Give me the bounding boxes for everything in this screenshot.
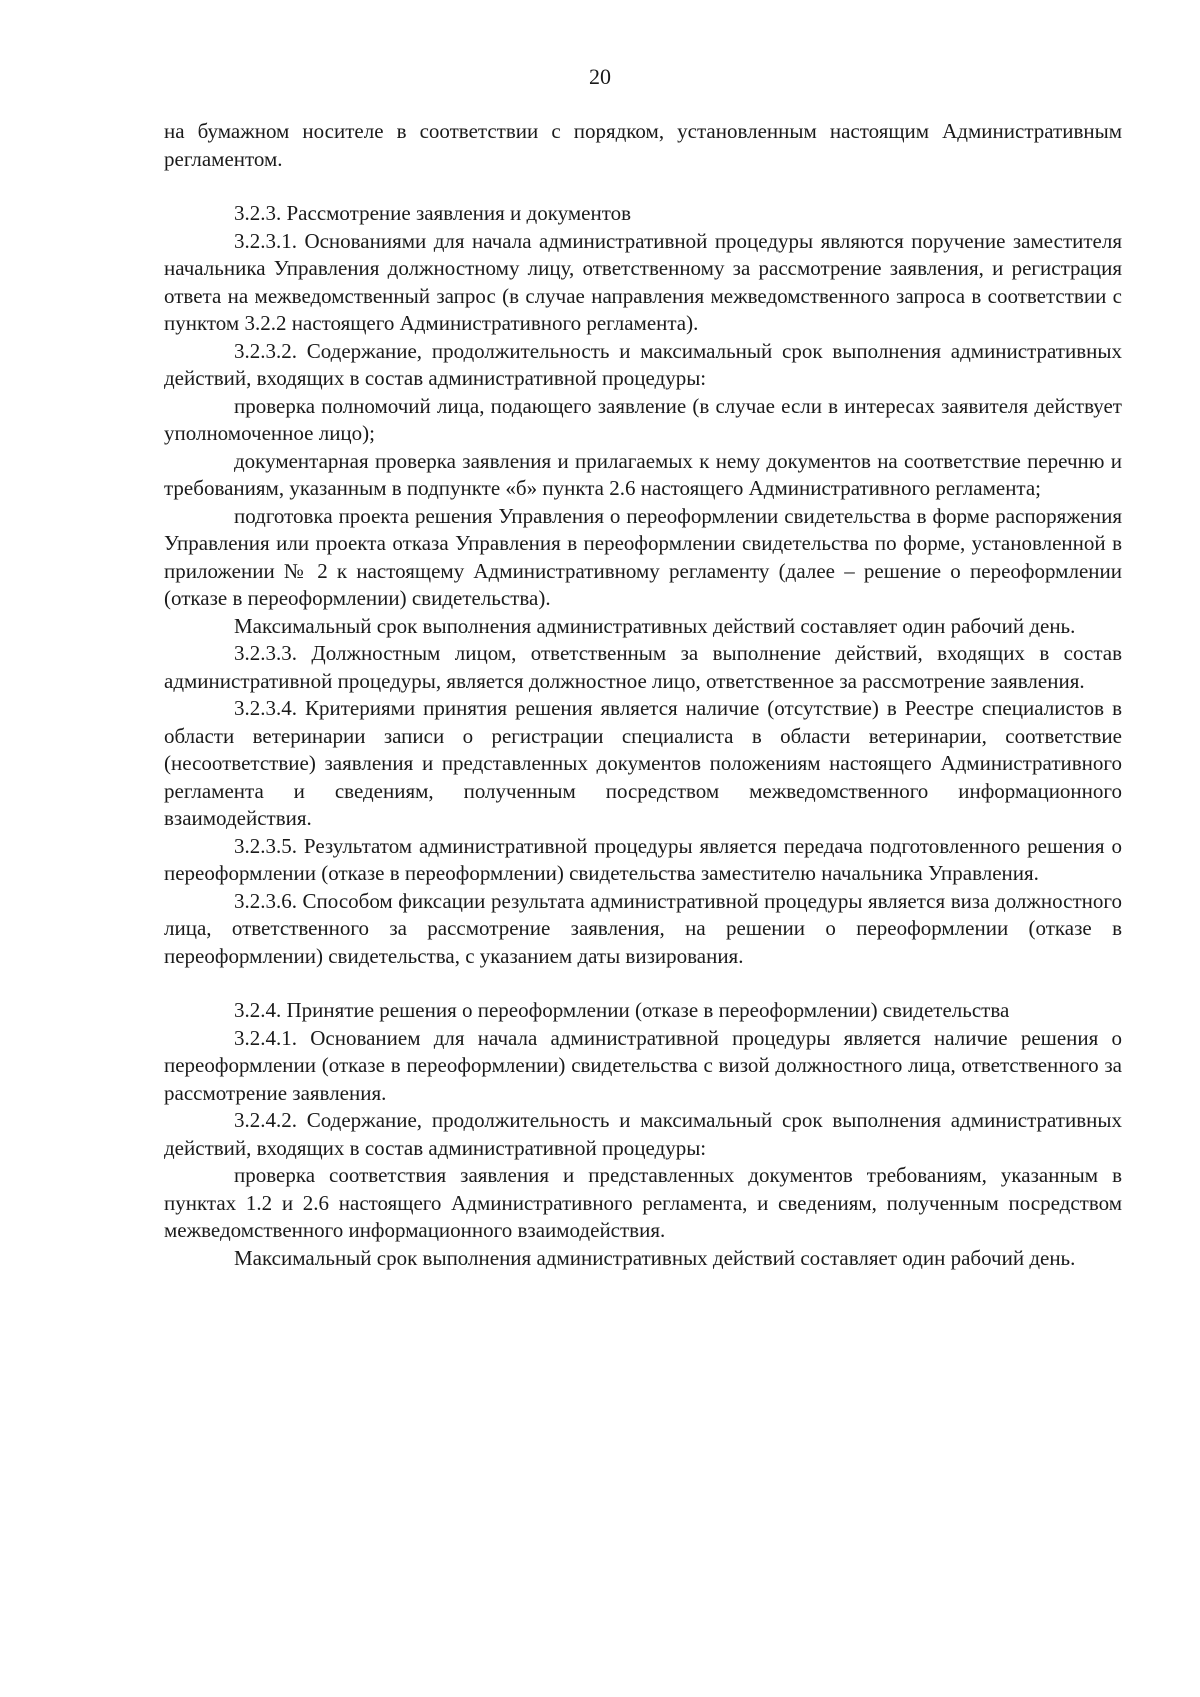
paragraph: подготовка проекта решения Управления о переоформлении свидетельства в форме распоряжения Управления или проекта отказа Управления в переоформлении свидетельства по форме, установленной в приложении № 2 к настоящему Административному регламенту (далее – решение о переоформлении (отказе в переоформлении) свидетельства).: [164, 503, 1122, 610]
paragraph: 3.2.3.6. Способом фиксации результата административной процедуры является виза должностного лица, ответственного за рассмотрение заявления, на решении о переоформлении (отказе в переоформлении) свидетельства, с указанием даты визирования.: [164, 888, 1122, 968]
page-number: 20: [589, 64, 611, 89]
section-heading: 3.2.3. Рассмотрение заявления и документов: [234, 201, 632, 225]
paragraph: 3.2.3.5. Результатом административной процедуры является передача подготовленного решения о переоформлении (отказе в переоформлении) свидетельства заместителю начальника Управления.: [164, 833, 1122, 885]
paragraph: 3.2.3.1. Основаниями для начала административной процедуры являются поручение заместителя начальника Управления должностному лицу, ответственному за рассмотрение заявления, и регистрация ответа на межведомственный запрос (в случае направления межведомственного запроса в соответствии с пунктом 3.2.2 настоящего Административного регламента).: [164, 228, 1122, 335]
paragraph: документарная проверка заявления и прилагаемых к нему документов на соответствие перечню и требованиям, указанным в подпункте «б» пункта 2.6 настоящего Административного регламента;: [164, 448, 1122, 500]
paragraph: 3.2.3.2. Содержание, продолжительность и максимальный срок выполнения административных действий, входящих в состав административной процедуры:: [164, 338, 1122, 390]
document-body: [164, 118, 1122, 1272]
paragraph: проверка соответствия заявления и представленных документов требованиям, указанным в пунктах 1.2 и 2.6 настоящего Административного регламента, и сведениям, полученным посредством межведомственного информационного взаимодействия.: [164, 1163, 1122, 1242]
paragraph: Максимальный срок выполнения административных действий составляет один рабочий день.: [234, 1245, 1076, 1270]
paragraph: 3.2.3.3. Должностным лицом, ответственным за выполнение действий, входящих в состав административной процедуры, является должностное лицо, ответственное за рассмотрение заявления.: [164, 641, 1122, 693]
paragraph: 3.2.3.4. Критериями принятия решения является наличие (отсутствие) в Реестре специалистов в области ветеринарии записи о регистрации специалиста в области ветеринарии, соответствие (несоответствие) заявления и представленных документов положениям настоящего Административного регламента и сведениям, полученным посредством межведомственного информационного взаимодействия.: [164, 696, 1122, 830]
paragraph: проверка полномочий лица, подающего заявление (в случае если в интересах заявителя действует уполномоченное лицо);: [164, 393, 1122, 445]
paragraph: 3.2.4.2. Содержание, продолжительность и максимальный срок выполнения административных действий, входящих в состав административной процедуры:: [164, 1108, 1122, 1160]
paragraph: 3.2.4.1. Основанием для начала административной процедуры является наличие решения о переоформлении (отказе в переоформлении) свидетельства с визой должностного лица, ответственного за рассмотрение заявления.: [164, 1025, 1122, 1105]
section-heading: 3.2.4. Принятие решения о переоформлении (отказе в переоформлении) свидетельства: [234, 998, 1010, 1022]
paragraph: Максимальный срок выполнения административных действий составляет один рабочий день.: [234, 613, 1076, 638]
paragraph: на бумажном носителе в соответствии с порядком, установленным настоящим Административным регламентом.: [164, 119, 1122, 171]
